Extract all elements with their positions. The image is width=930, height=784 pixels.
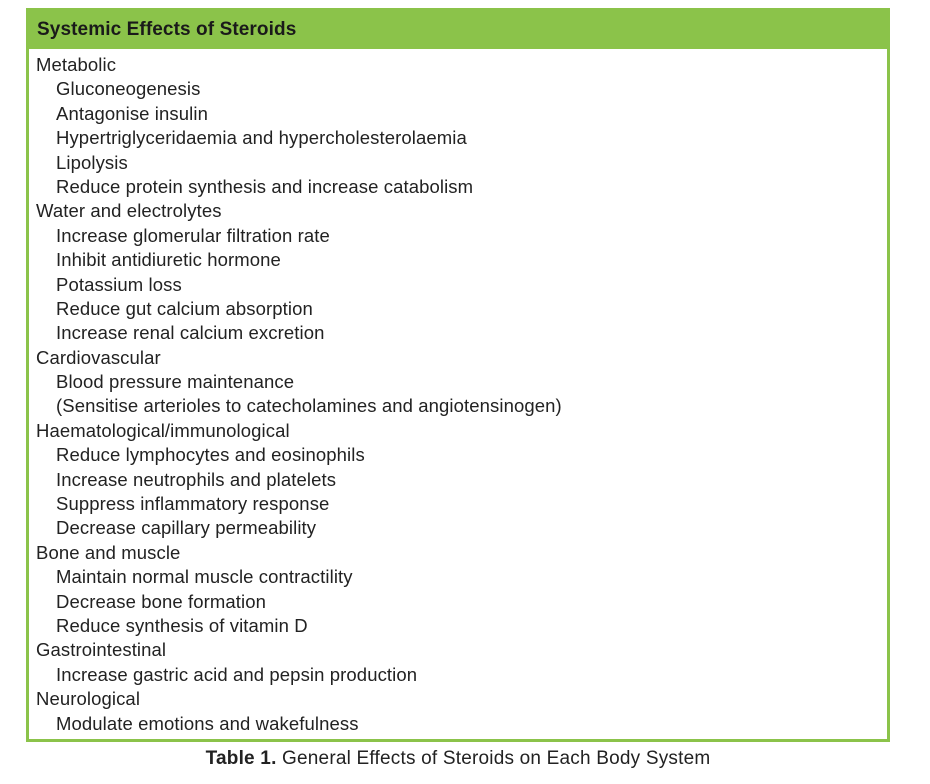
list-item: Increase renal calcium excretion — [56, 322, 325, 344]
list-item: Reduce synthesis of vitamin D — [56, 614, 308, 636]
list-item: Gluconeogenesis — [56, 78, 201, 100]
table-body — [29, 49, 887, 736]
section-heading-neurological: Neurological — [36, 688, 141, 710]
list-item: (Sensitise arterioles to catecholamines and angiotensinogen) — [56, 395, 562, 417]
list-item: Potassium loss — [56, 273, 182, 295]
list-item: Suppress inflammatory response — [56, 493, 330, 515]
list-item: Inhibit antidiuretic hormone — [56, 249, 281, 271]
section-heading-haematological: Haematological/immunological — [36, 419, 290, 441]
list-item: Reduce gut calcium absorption — [56, 297, 313, 319]
section-heading-water-electrolytes: Water and electrolytes — [36, 200, 222, 222]
list-item: Maintain normal muscle contractility — [56, 566, 353, 588]
list-item: Increase neutrophils and platelets — [56, 468, 337, 490]
caption-text: General Effects of Steroids on Each Body System — [282, 748, 711, 769]
table-caption — [0, 748, 916, 770]
list-item: Reduce lymphocytes and eosinophils — [56, 444, 365, 466]
list-item: Decrease capillary permeability — [56, 517, 317, 539]
section-heading-metabolic: Metabolic — [36, 54, 117, 75]
list-item: Modulate emotions and wakefulness — [56, 712, 359, 734]
list-item: Reduce protein synthesis and increase catabolism — [56, 175, 474, 197]
steroid-effects-table — [26, 8, 890, 742]
list-item: Increase glomerular filtration rate — [56, 224, 330, 246]
section-heading-gastrointestinal: Gastrointestinal — [36, 639, 167, 661]
list-item: Hypertriglyceridaemia and hypercholesterolaemia — [56, 127, 467, 149]
table-title: Systemic Effects of Steroids — [29, 11, 887, 49]
list-item: Antagonise insulin — [56, 102, 208, 124]
list-item: Decrease bone formation — [56, 590, 267, 612]
caption-label: Table 1. — [205, 748, 277, 769]
section-heading-cardiovascular: Cardiovascular — [36, 346, 161, 368]
section-heading-bone-muscle: Bone and muscle — [36, 541, 181, 563]
list-item: Blood pressure maintenance — [56, 371, 295, 393]
list-item: Lipolysis — [56, 151, 128, 173]
list-item: Increase gastric acid and pepsin production — [56, 663, 418, 685]
